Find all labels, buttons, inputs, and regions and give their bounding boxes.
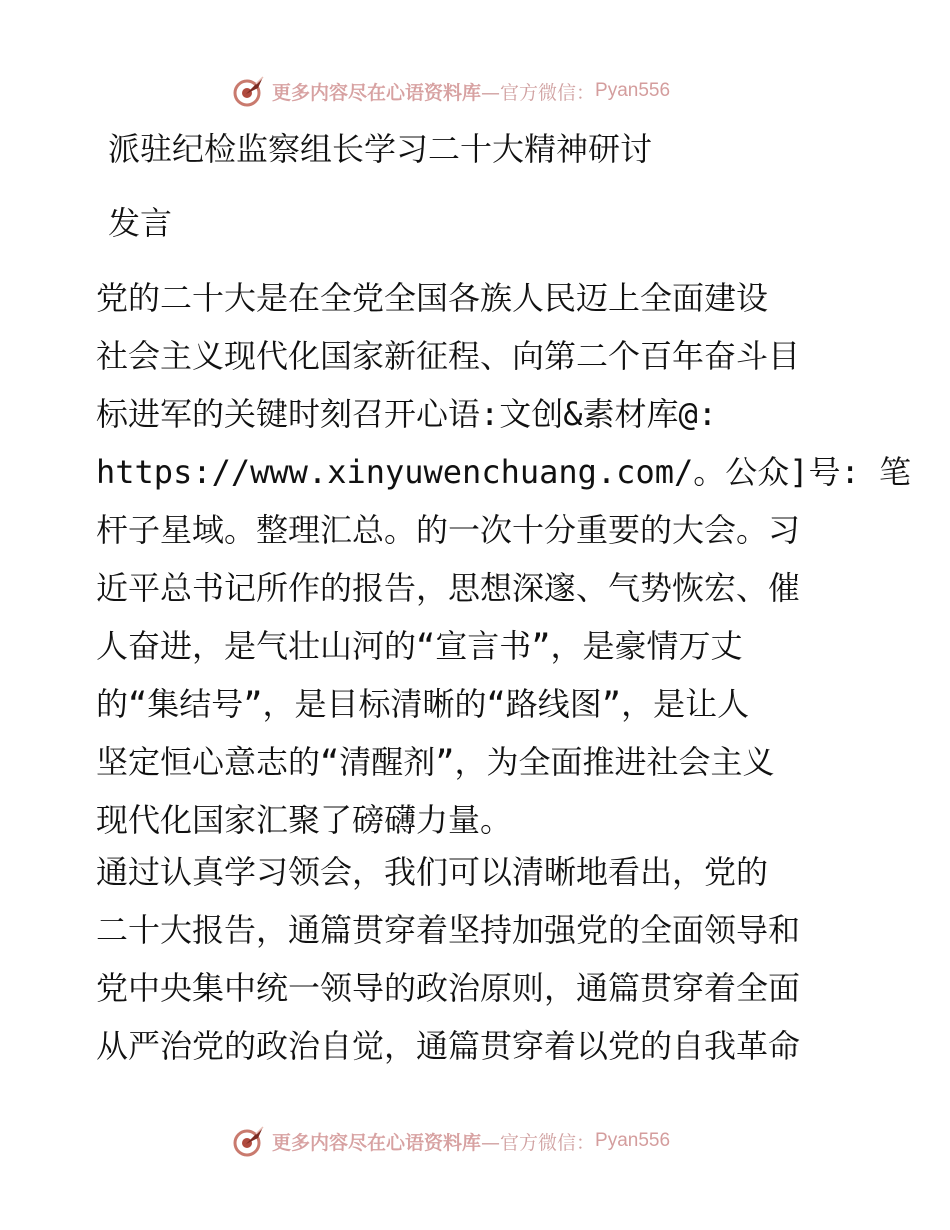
quill-pen-logo-icon bbox=[232, 1124, 266, 1158]
banner-wechat-id: Pyan556 bbox=[595, 1130, 671, 1151]
paragraph-line: 的“集结号”，是目标清晰的“路线图”，是让人 bbox=[96, 685, 750, 723]
paragraph-line: 党中央集中统一领导的政治原则，通篇贯穿着全面 bbox=[96, 969, 801, 1007]
paragraph-line: 通过认真学习领会，我们可以清晰地看出，党的 bbox=[96, 853, 769, 891]
paragraph-line: 标进军的关键时刻召开心语:文创&素材库@: bbox=[96, 395, 718, 433]
paragraph-line: 党的二十大是在全党全国各族人民迈上全面建设 bbox=[96, 279, 769, 317]
quill-pen-logo-icon bbox=[232, 74, 266, 108]
paragraph-line: 现代化国家汇聚了磅礴力量。 bbox=[96, 801, 513, 839]
paragraph-line: 二十大报告，通篇贯穿着坚持加强党的全面领导和 bbox=[96, 911, 801, 949]
document-title-line-2: 发言 bbox=[108, 204, 173, 242]
paragraph-line: 人奋进，是气壮山河的“宣言书”，是豪情万丈 bbox=[96, 627, 743, 665]
paragraph-line: 从严治党的政治自觉，通篇贯穿着以党的自我革命 bbox=[96, 1027, 801, 1065]
banner-main-text: 更多内容尽在心语资料库 bbox=[272, 81, 482, 104]
paragraph-line: 社会主义现代化国家新征程、向第二个百年奋斗目 bbox=[96, 337, 801, 375]
paragraph-2 bbox=[96, 843, 800, 1075]
banner-wechat-label: —官方微信： bbox=[481, 81, 596, 104]
paragraph-line: 杆子星域。整理汇总。的一次十分重要的大会。习 bbox=[96, 511, 801, 549]
paragraph-line: 近平总书记所作的报告，思想深邃、气势恢宏、催 bbox=[96, 569, 801, 607]
header-banner bbox=[232, 71, 752, 111]
paragraph-1 bbox=[96, 269, 911, 849]
paragraph-line: https://www.xinyuwenchuang.com/。公众]号: 笔 bbox=[96, 453, 912, 491]
document-title-line-1: 派驻纪检监察组长学习二十大精神研讨 bbox=[108, 130, 653, 168]
paragraph-line: 坚定恒心意志的“清醒剂”，为全面推进社会主义 bbox=[96, 743, 775, 781]
banner-main-text: 更多内容尽在心语资料库 bbox=[272, 1131, 482, 1154]
footer-banner bbox=[232, 1121, 752, 1161]
banner-wechat-id: Pyan556 bbox=[595, 80, 671, 101]
banner-wechat-label: —官方微信： bbox=[481, 1131, 596, 1154]
